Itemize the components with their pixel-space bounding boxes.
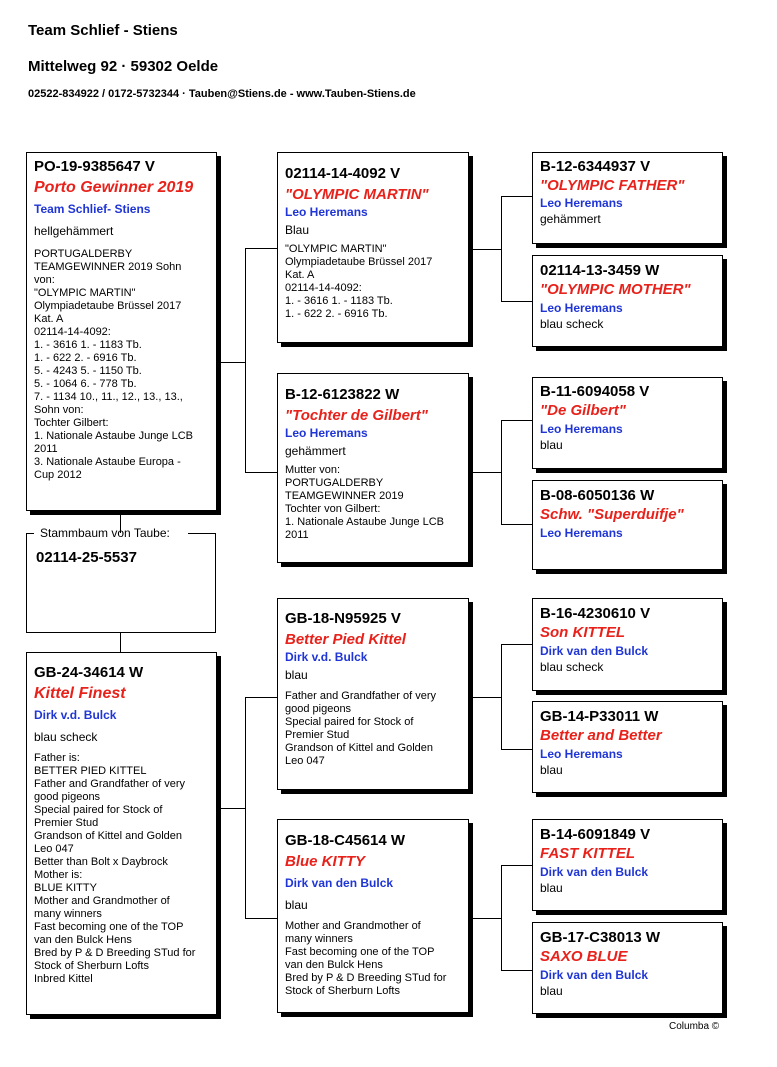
connector-line [469, 918, 501, 919]
connector-line [501, 420, 502, 524]
ssd-card [532, 255, 723, 347]
pigeon-name: "De Gilbert" [540, 402, 626, 419]
pedigree-label: Stammbaum von Taube: [40, 526, 170, 540]
connector-line [469, 472, 501, 473]
connector-line [245, 697, 277, 698]
color: gehämmert [285, 444, 346, 458]
pigeon-name: Better and Better [540, 727, 662, 744]
breeder: Leo Heremans [540, 422, 623, 436]
ring-number: B-12-6123822 W [285, 386, 400, 403]
pigeon-ring-box [26, 533, 216, 633]
connector-line [217, 808, 245, 809]
color: blau [540, 438, 563, 452]
breeder: Dirk van den Bulck [285, 876, 394, 890]
color: blau [540, 763, 563, 777]
ring-number: GB-24-34614 W [34, 664, 144, 681]
pigeon-name: Porto Gewinner 2019 [34, 179, 194, 196]
ring-number: GB-17-C38013 W [540, 929, 661, 946]
ring-number: B-11-6094058 V [540, 383, 650, 400]
connector-line [501, 420, 532, 421]
pigeon-name: "OLYMPIC MOTHER" [540, 281, 691, 298]
connector-line [501, 196, 532, 197]
color: gehämmert [540, 212, 601, 226]
breeder: Dirk v.d. Bulck [34, 708, 117, 722]
connector-line [217, 362, 245, 363]
ring-number: 02114-13-3459 W [540, 262, 660, 279]
connector-line [245, 697, 246, 919]
footer-credit: Columba © [669, 1021, 720, 1032]
color: Blau [285, 223, 310, 237]
connector-line [501, 644, 502, 749]
color: blau [285, 668, 308, 682]
notes: Mother and Grandmother of many winners Fast becoming one of the TOP van den Bulck Hens Bred by P & D Breeding STud for Stock of Sherburn Lofts [285, 920, 447, 997]
connector-line [245, 918, 277, 919]
breeder: Leo Heremans [540, 196, 623, 210]
pigeon-name: Son KITTEL [540, 624, 625, 641]
pigeon-name: Better Pied Kittel [285, 631, 406, 648]
contact-info: 02522-834922 / 0172-5732344 · Tauben@Stiens.de - www.Tauben-Stiens.de [28, 88, 416, 100]
pigeon-name: "OLYMPIC MARTIN" [285, 186, 429, 203]
dam-card [26, 652, 217, 1015]
ring-number: 02114-14-4092 V [285, 165, 401, 182]
pigeon-name: SAXO BLUE [540, 948, 628, 965]
connector-line [469, 249, 501, 250]
notes: Father and Grandfather of very good pigeons Special paired for Stock of Premier Stud Grandson of Kittel and Golden Leo 047 [285, 690, 437, 767]
color: blau scheck [540, 317, 604, 331]
dds-card [532, 819, 723, 911]
sdd-card [532, 480, 723, 570]
breeder: Leo Heremans [285, 426, 368, 440]
box-border [26, 533, 34, 534]
breeder: Dirk van den Bulck [540, 968, 649, 982]
dsd-card [532, 701, 723, 793]
team-name: Team Schlief - Stiens [28, 22, 178, 39]
ring-number: B-16-4230610 V [540, 605, 651, 622]
ring-number: GB-14-P33011 W [540, 708, 659, 725]
dss-card [532, 598, 723, 691]
ddd-card [532, 922, 723, 1014]
connector-line [120, 633, 121, 652]
ring-number: GB-18-C45614 W [285, 832, 406, 849]
dam-sire-card [277, 598, 469, 790]
pigeon-name: Kittel Finest [34, 685, 126, 702]
connector-line [245, 248, 277, 249]
connector-line [469, 697, 501, 698]
pigeon-ring-number: 02114-25-5537 [36, 549, 137, 566]
notes: Mutter von: PORTUGALDERBY TEAMGEWINNER 2019 Tochter von Gilbert: 1. Nationale Astaube Junge LCB 2011 [285, 464, 445, 541]
ring-number: B-12-6344937 V [540, 158, 651, 175]
notes: Father is: BETTER PIED KITTEL Father and Grandfather of very good pigeons Special paired for Stock of Premier Stud Grandson of Kittel and Golden Leo 047 Better than Bolt x Daybrock Mother is: BLUE KITTY Mother and Grandmother of many winners Fast becoming one of the TOP van den Bulck Hens Bred by P & D Breeding STud for Stock of Sherburn Lofts Inbred Kittel [34, 752, 196, 985]
pigeon-name: FAST KITTEL [540, 845, 635, 862]
ring-number: B-08-6050136 W [540, 487, 655, 504]
pigeon-name: "OLYMPIC FATHER" [540, 177, 685, 194]
pigeon-name: "Tochter de Gilbert" [285, 407, 428, 424]
notes: "OLYMPIC MARTIN" Olympiadetaube Brüssel 2017 Kat. A 02114-14-4092: 1. - 3616 1. - 1183 Tb. 1. - 622 2. - 6916 Tb. [285, 243, 433, 320]
notes: PORTUGALDERBY TEAMGEWINNER 2019 Sohn von: "OLYMPIC MARTIN" Olympiadetaube Brüssel 2017 Kat. A 02114-14-4092: 1. - 3616 1. - 1183 Tb. 1. - 622 2. - 6916 Tb. 5. - 4243 5. - 1150 Tb. 5. - 1064 6. - 778 Tb. 7. - 1134 10., 11., 12., 13., 13., Sohn von: Tochter Gilbert: 1. Nationale Astaube Junge LCB 2011 3. Nationale Astaube Europa - Cup 2012 [34, 248, 194, 481]
breeder: Dirk van den Bulck [540, 644, 649, 658]
connector-line [501, 196, 502, 301]
dam-dam-card [277, 819, 469, 1013]
connector-line [501, 749, 532, 750]
ring-number: B-14-6091849 V [540, 826, 651, 843]
color: hellgehämmert [34, 224, 114, 238]
connector-line [501, 644, 532, 645]
pigeon-name: Schw. "Superduifje" [540, 506, 684, 523]
ring-number: PO-19-9385647 V [34, 158, 155, 175]
connector-line [245, 248, 246, 472]
ring-number: GB-18-N95925 V [285, 610, 401, 627]
connector-line [501, 524, 532, 525]
pigeon-name: Blue KITTY [285, 853, 366, 870]
connector-line [501, 970, 532, 971]
connector-line [501, 865, 532, 866]
color: blau scheck [540, 660, 604, 674]
breeder: Leo Heremans [285, 205, 368, 219]
address: Mittelweg 92 · 59302 Oelde [28, 58, 219, 75]
sire-sire-card [277, 152, 469, 343]
breeder: Leo Heremans [540, 301, 623, 315]
sire-card [26, 152, 217, 511]
sds-card [532, 377, 723, 469]
sss-card [532, 152, 723, 244]
connector-line [501, 865, 502, 970]
sire-dam-card [277, 373, 469, 563]
connector-line [501, 301, 532, 302]
breeder: Leo Heremans [540, 747, 623, 761]
breeder: Team Schlief- Stiens [34, 202, 151, 216]
breeder: Leo Heremans [540, 526, 623, 540]
color: blau [540, 984, 563, 998]
breeder: Dirk v.d. Bulck [285, 650, 368, 664]
breeder: Dirk van den Bulck [540, 865, 649, 879]
connector-line [245, 472, 277, 473]
color: blau [285, 898, 308, 912]
color: blau scheck [34, 730, 98, 744]
color: blau [540, 881, 563, 895]
box-border [188, 533, 216, 534]
